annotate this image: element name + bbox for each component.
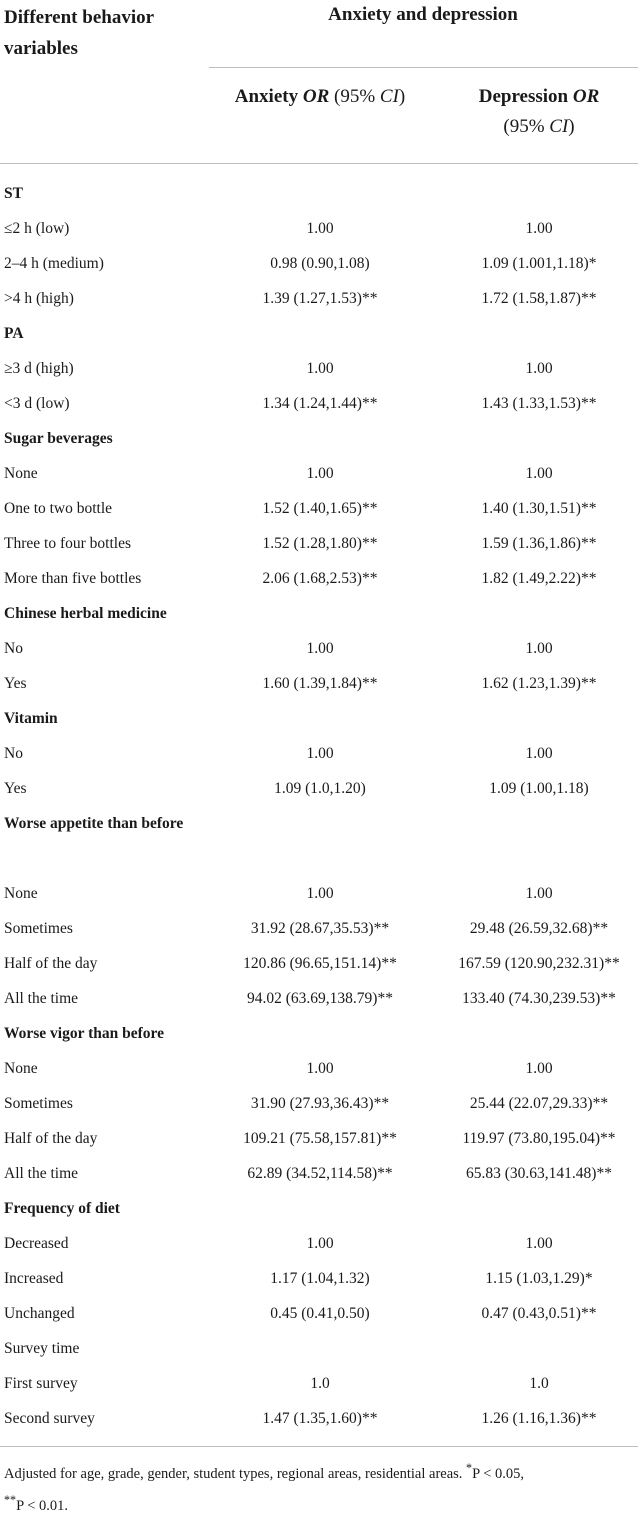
depression-value: 1.59 (1.36,1.86)** [481,535,597,552]
row-label: One to two bottle [4,500,113,517]
row-label: >4 h (high) [4,290,74,307]
depression-value: 1.09 (1.001,1.18)* [481,255,597,272]
depression-value: 1.00 [525,360,553,377]
anxiety-value: 1.60 (1.39,1.84)** [262,675,378,692]
category-row [0,316,638,351]
anxiety-value: 1.09 (1.0,1.20) [274,780,366,797]
category-row [0,1191,638,1226]
row-label: PA [4,325,24,342]
anxiety-value: 1.52 (1.28,1.80)** [262,535,378,552]
anxiety-value: 0.45 (0.41,0.50) [270,1305,370,1322]
table-row [0,736,638,771]
anxiety-value: 62.89 (34.52,114.58)** [247,1165,393,1182]
row-label: Worse vigor than before [4,1025,165,1042]
anxiety-value: 1.00 [306,360,334,377]
anxiety-value: 1.17 (1.04,1.32) [270,1270,370,1287]
table-row [0,666,638,701]
depression-value: 1.00 [525,220,553,237]
depression-value: 167.59 (120.90,232.31)** [458,955,620,972]
depression-header-or: OR [572,86,600,107]
table-row [0,1401,638,1436]
row-label: Chinese herbal medicine [4,605,167,622]
row-label: Half of the day [4,955,98,972]
depression-value: 1.72 (1.58,1.87)** [481,290,597,307]
depression-value: 119.97 (73.80,195.04)** [462,1130,616,1147]
category-row [0,176,638,211]
table-row [0,1086,638,1121]
depression-value: 1.62 (1.23,1.39)** [481,675,597,692]
row-label: Sometimes [4,1095,73,1112]
row-label: Three to four bottles [4,535,131,552]
footnote-star-2: ** [4,1492,17,1507]
depression-value: 1.00 [525,745,553,762]
table-footer [0,1446,638,1514]
anxiety-value: 1.47 (1.35,1.60)** [262,1410,378,1427]
table-row [0,561,638,596]
depression-value: 1.43 (1.33,1.53)** [481,395,597,412]
row-label: ST [4,185,23,202]
row-label: Yes [4,780,27,797]
depression-value: 1.09 (1.00,1.18) [489,780,589,797]
footnote-p2: P < 0.01. [16,1497,69,1514]
category-row [0,421,638,456]
anxiety-value: 31.92 (28.67,35.53)** [250,920,390,937]
row-label: More than five bottles [4,570,142,587]
row-label: ≤2 h (low) [4,220,70,237]
row-label: No [4,745,23,762]
anxiety-header-mid: (95% [329,86,380,107]
anxiety-value: 1.00 [306,1060,334,1077]
category-row [0,701,638,736]
depression-column-header [440,82,638,142]
footnote-star-1: * [466,1461,473,1475]
anxiety-value: 1.52 (1.40,1.65)** [262,500,378,517]
anxiety-value: 1.00 [306,885,334,902]
depression-value: 65.83 (30.63,141.48)** [466,1165,612,1182]
table-row [0,351,638,386]
anxiety-value: 120.86 (96.65,151.14)** [243,955,397,972]
anxiety-header-end: ) [398,86,406,107]
row-label: Half of the day [4,1130,98,1147]
depression-value: 25.44 (22.07,29.33)** [469,1095,609,1112]
anxiety-value: 1.00 [306,640,334,657]
footnote-p1: P < 0.05, [472,1465,525,1482]
table-row [0,211,638,246]
table-row [0,771,638,806]
depression-value: 1.00 [525,640,553,657]
table-body [0,176,638,1436]
table-row [0,911,638,946]
anxiety-value: 1.00 [306,745,334,762]
row-label: Frequency of diet [4,1200,120,1217]
row-label: None [4,465,38,482]
depression-value: 1.0 [529,1375,549,1392]
depression-value: 1.82 (1.49,2.22)** [481,570,597,587]
row-label: ≥3 d (high) [4,360,74,377]
anxiety-value: 109.21 (75.58,157.81)** [243,1130,397,1147]
anxiety-value: 1.00 [306,465,334,482]
anxiety-value: 1.00 [306,220,334,237]
row-label: Decreased [4,1235,69,1252]
category-row [0,596,638,631]
depression-header-ci: CI [549,116,569,137]
depression-value: 1.00 [525,1060,553,1077]
row-label: All the time [4,990,79,1007]
row-label: 2–4 h (medium) [4,255,104,272]
row-label: Unchanged [4,1305,75,1322]
anxiety-header-or: OR [302,86,330,107]
depression-value: 1.40 (1.30,1.51)** [481,500,597,517]
row-label: None [4,1060,38,1077]
table-row [0,1366,638,1401]
depression-value: 1.15 (1.03,1.29)* [485,1270,593,1287]
depression-value: 1.00 [525,465,553,482]
row-label: None [4,885,38,902]
row-label: Increased [4,1270,64,1287]
anxiety-value: 0.98 (0.90,1.08) [270,255,370,272]
row-label: Sugar beverages [4,430,113,447]
depression-value: 1.00 [525,885,553,902]
table-row [0,1121,638,1156]
anxiety-value: 31.90 (27.93,36.43)** [250,1095,390,1112]
table-row [0,1261,638,1296]
anxiety-header-ci: CI [379,86,399,107]
row-label: Yes [4,675,27,692]
depression-header-end: ) [568,116,575,137]
depression-value: 1.00 [525,1235,553,1252]
row-label: No [4,640,23,657]
depression-header-mid: (95% [503,116,550,137]
depression-value: 0.47 (0.43,0.51)** [481,1305,597,1322]
table-row [0,946,638,981]
row-label: Survey time [4,1340,80,1357]
table-row [0,1226,638,1261]
table-row [0,1296,638,1331]
table-row [0,1051,638,1086]
row-label: First survey [4,1375,78,1392]
anxiety-value: 2.06 (1.68,2.53)** [262,570,378,587]
row-label: Worse appetite than before [4,815,184,832]
anxiety-value: 1.34 (1.24,1.44)** [262,395,378,412]
table-row [0,876,638,911]
table-row [0,386,638,421]
group-header-rule [209,67,638,68]
table-row [0,246,638,281]
anxiety-value: 1.39 (1.27,1.53)** [262,290,378,307]
table-row [0,1331,638,1366]
table-row [0,1156,638,1191]
row-label: Second survey [4,1410,95,1427]
table-row [0,631,638,666]
row-label: All the time [4,1165,79,1182]
footnote-text: Adjusted for age, grade, gender, student types, regional areas, residential areas. [4,1465,467,1482]
depression-value: 133.40 (74.30,239.53)** [462,990,616,1007]
anxiety-value: 1.0 [310,1375,330,1392]
category-row [0,1016,638,1051]
depression-header-prefix: Depression [478,86,573,107]
table-row [0,281,638,316]
depression-value: 29.48 (26.59,32.68)** [469,920,609,937]
row-label: <3 d (low) [4,395,70,412]
variables-column-header: Different behavior variables [4,7,154,59]
row-label: Sometimes [4,920,73,937]
row-label: Vitamin [4,710,58,727]
group-column-header: Anxiety and depression [328,4,518,25]
table-row [0,456,638,491]
anxiety-column-header [205,82,435,112]
anxiety-header-prefix: Anxiety [234,86,303,107]
table-footnote [4,1455,634,1519]
anxiety-value: 94.02 (63.69,138.79)** [247,990,393,1007]
anxiety-value: 1.00 [306,1235,334,1252]
category-row [0,806,638,876]
table-row [0,526,638,561]
table-row [0,981,638,1016]
table-row [0,491,638,526]
depression-value: 1.26 (1.16,1.36)** [481,1410,597,1427]
table-header [0,0,638,164]
